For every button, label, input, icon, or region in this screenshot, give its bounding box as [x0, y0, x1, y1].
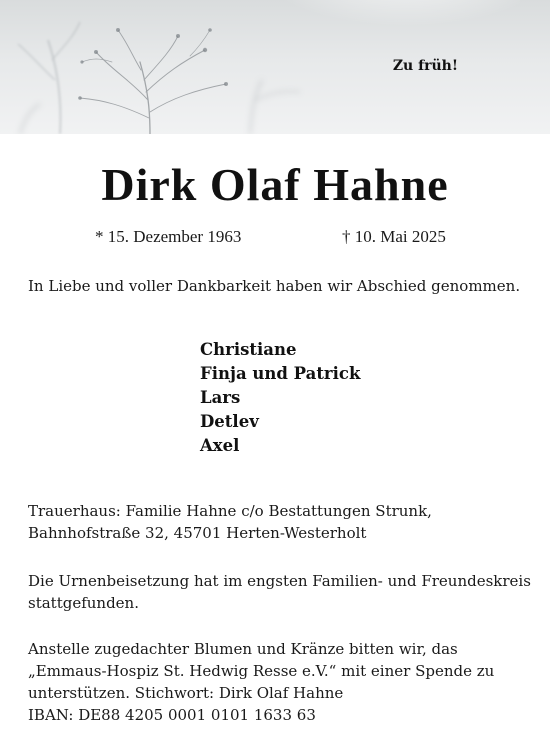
text-line: stattgefunden.: [28, 594, 139, 612]
mourner-list: [200, 338, 360, 458]
mourner-name: Finja und Patrick: [200, 364, 361, 383]
text-line: Bahnhofstraße 32, 45701 Herten-Westerholt: [28, 524, 367, 542]
text-line: Anstelle zugedachter Blumen und Kränze bitten wir, das: [28, 640, 458, 658]
mourner-name: Lars: [200, 388, 241, 407]
header-motto: Zu früh!: [392, 58, 458, 74]
mourner-name: Axel: [200, 436, 240, 455]
header-banner: [0, 0, 550, 134]
burial-paragraph: [28, 570, 533, 614]
text-line: unterstützen. Stichwort: Dirk Olaf Hahne: [28, 684, 344, 702]
text-line: „Emmaus-Hospiz St. Hedwig Resse e.V.“ mit einer Spende zu: [28, 662, 495, 680]
deceased-name: Dirk Olaf Hahne: [101, 159, 449, 210]
text-line: Trauerhaus: Familie Hahne c/o Bestattungen Strunk,: [28, 502, 432, 520]
birth-date: * 15. Dezember 1963: [95, 227, 242, 246]
iban-line: IBAN: DE88 4205 0001 0101 1633 63: [28, 706, 316, 724]
donation-paragraph: [28, 638, 533, 726]
trauerhaus-paragraph: [28, 500, 533, 544]
intro-text: In Liebe und voller Dankbarkeit haben wir Abschied genommen.: [28, 277, 521, 295]
dried-grass-image: [0, 0, 550, 134]
text-line: Die Urnenbeisetzung hat im engsten Familien- und Freundeskreis: [28, 572, 531, 590]
death-date: † 10. Mai 2025: [342, 227, 446, 246]
mourner-name: Christiane: [200, 340, 297, 359]
mourner-name: Detlev: [200, 412, 259, 431]
